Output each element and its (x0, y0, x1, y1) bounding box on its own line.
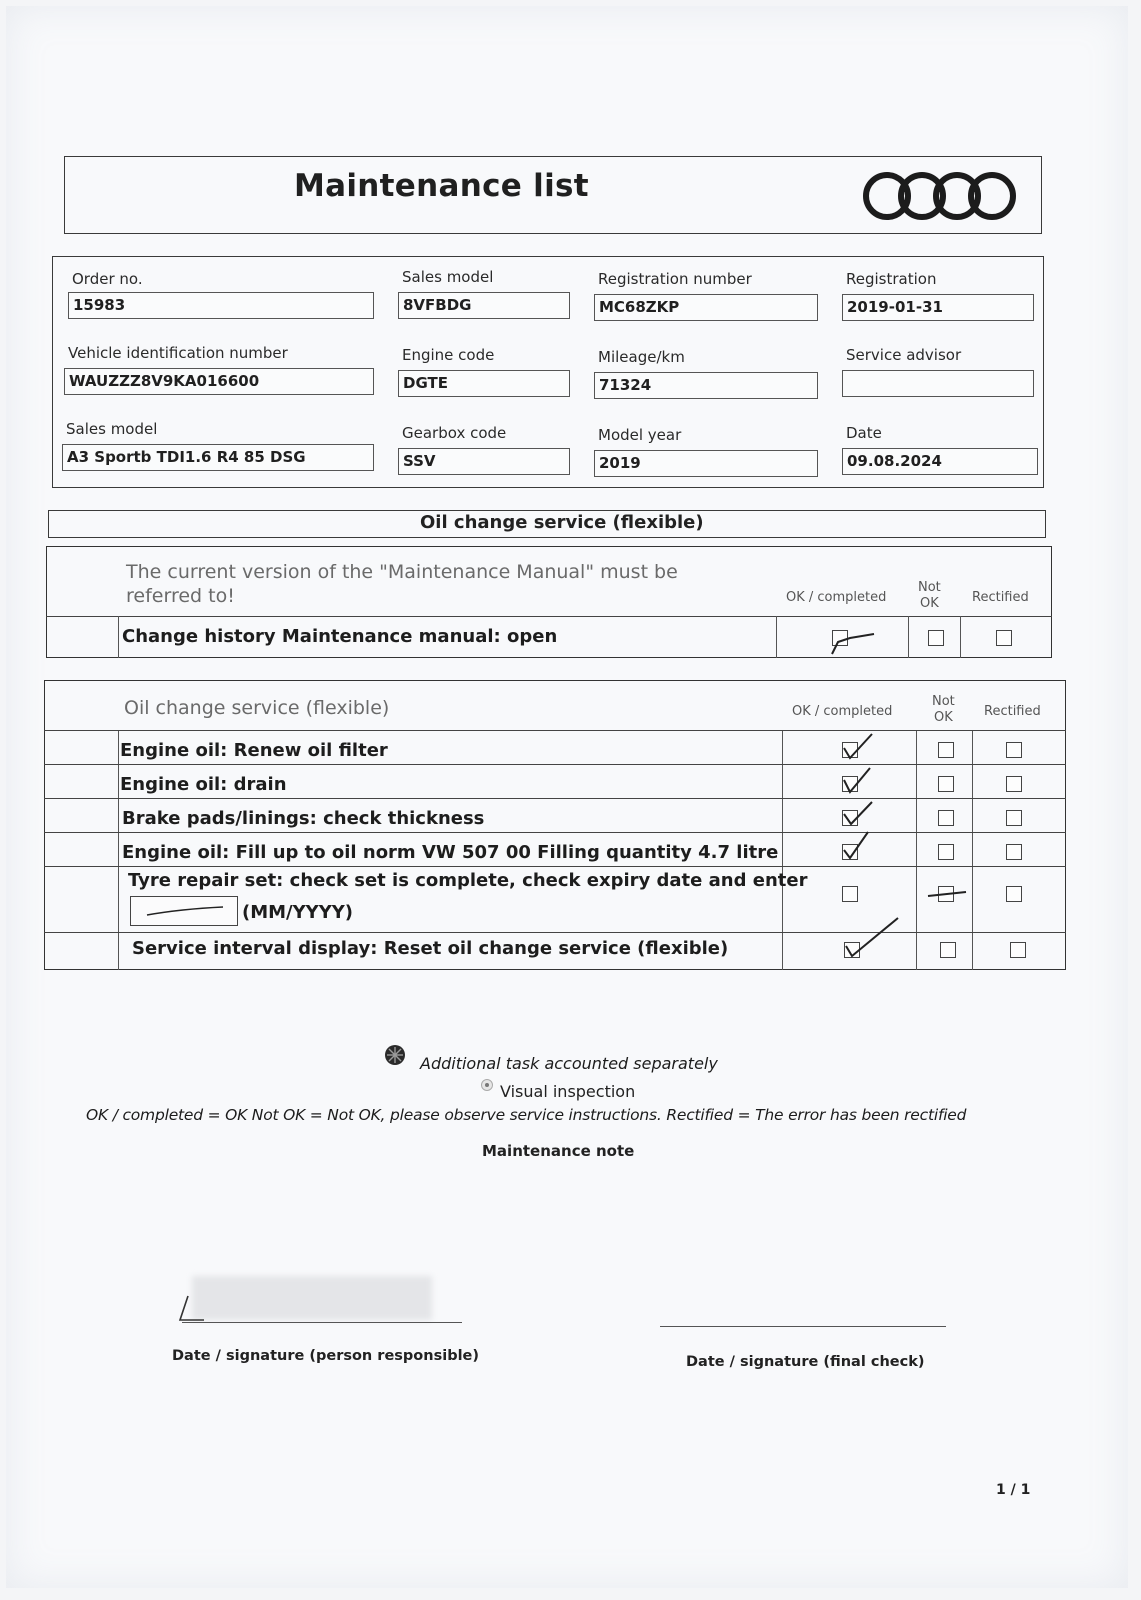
not-ok-checkbox[interactable] (938, 742, 954, 758)
signature-label-responsible: Date / signature (person responsible) (172, 1348, 479, 1364)
column-divider (908, 616, 909, 658)
table-row (44, 798, 1066, 799)
registration-number-label: Registration number (598, 270, 752, 288)
column-divider (118, 616, 119, 658)
task-drain-oil: Engine oil: drain (120, 774, 287, 795)
col-not-ok-line2: OK (920, 596, 939, 611)
visual-inspection-icon (480, 1078, 494, 1092)
column-divider (782, 730, 783, 970)
not-ok-checkbox[interactable] (928, 630, 944, 646)
sales-model-name-label: Sales model (66, 420, 158, 438)
model-year-field: 2019 (594, 450, 818, 477)
rectified-checkbox[interactable] (996, 630, 1012, 646)
registration-label: Registration (846, 270, 937, 288)
maintenance-note-label: Maintenance note (482, 1142, 635, 1160)
audi-logo-icon (860, 168, 1020, 224)
col-ok-completed: OK / completed (786, 590, 887, 605)
manual-note-line2: referred to! (126, 585, 235, 607)
date-field: 09.08.2024 (842, 448, 1038, 475)
date-label: Date (846, 424, 882, 442)
engine-code-field: DGTE (398, 370, 570, 397)
sales-model-name-field: A3 Sportb TDI1.6 R4 85 DSG (62, 444, 374, 471)
column-divider (776, 616, 777, 658)
column-divider (960, 616, 961, 658)
col-not-ok-line1: Not (932, 694, 955, 709)
section-title: Oil change service (flexible) (420, 512, 704, 533)
signature-line-responsible (182, 1322, 462, 1323)
signature-label-final: Date / signature (final check) (686, 1354, 925, 1370)
gearbox-code-field: SSV (398, 448, 570, 475)
col-ok-completed: OK / completed (792, 704, 893, 719)
checkmark-icon (838, 764, 878, 800)
column-divider (916, 730, 917, 970)
not-ok-checkbox[interactable] (938, 810, 954, 826)
model-year-label: Model year (598, 426, 682, 444)
service-advisor-label: Service advisor (846, 346, 962, 364)
task-tyre-repair-set: Tyre repair set: check set is complete, check expiry date and enter (128, 870, 808, 891)
legend-additional-task: Additional task accounted separately (420, 1054, 718, 1073)
col-rectified: Rectified (972, 590, 1029, 605)
rectified-checkbox[interactable] (1006, 776, 1022, 792)
legend-explanation: OK / completed = OK Not OK = Not OK, please observe service instructions. Rectified = The error has been rectified (86, 1106, 967, 1124)
col-rectified: Rectified (984, 704, 1041, 719)
signature-redaction (192, 1276, 432, 1320)
page-number: 1 / 1 (996, 1482, 1031, 1498)
signature-line-final (660, 1326, 946, 1327)
sales-model-code-field: 8VFBDG (398, 292, 570, 319)
expiry-date-input[interactable] (130, 896, 238, 926)
checkmark-icon (838, 828, 878, 864)
table-row (44, 932, 1066, 933)
task-brake-pads: Brake pads/linings: check thickness (122, 808, 485, 829)
expiry-date-format: (MM/YYYY) (242, 902, 353, 923)
handwritten-stroke-icon (131, 897, 237, 925)
order-no-field: 15983 (68, 292, 374, 319)
checkmark-icon (824, 620, 878, 656)
task-change-history: Change history Maintenance manual: open (122, 626, 558, 647)
table-row (44, 832, 1066, 833)
column-divider (972, 730, 973, 970)
oil-table-header: Oil change service (flexible) (124, 697, 390, 719)
signature-mark-icon (174, 1292, 208, 1326)
task-service-interval-reset: Service interval display: Reset oil change service (flexible) (132, 938, 729, 959)
task-fill-oil: Engine oil: Fill up to oil norm VW 507 00 Filling quantity 4.7 litre (122, 842, 779, 863)
vin-field: WAUZZZ8V9KA016600 (64, 368, 374, 395)
rectified-checkbox[interactable] (1006, 810, 1022, 826)
service-advisor-field (842, 370, 1034, 397)
task-renew-oil-filter: Engine oil: Renew oil filter (120, 740, 388, 761)
table-row (44, 764, 1066, 765)
rectified-checkbox[interactable] (1006, 742, 1022, 758)
manual-note-line1: The current version of the "Maintenance Manual" must be (126, 561, 678, 583)
mileage-field: 71324 (594, 372, 818, 399)
table-row (44, 730, 1066, 731)
column-divider (118, 730, 119, 970)
mileage-label: Mileage/km (598, 348, 685, 366)
rectified-checkbox[interactable] (1006, 844, 1022, 860)
col-not-ok (918, 580, 941, 612)
checkmark-icon (838, 796, 878, 832)
rectified-checkbox[interactable] (1006, 886, 1022, 902)
order-no-label: Order no. (72, 270, 143, 288)
ok-checkbox[interactable] (842, 886, 858, 902)
checkmark-icon (838, 728, 878, 764)
gearbox-code-label: Gearbox code (402, 424, 507, 442)
page-title: Maintenance list (294, 168, 589, 204)
not-ok-checkbox[interactable] (938, 776, 954, 792)
col-not-ok (932, 694, 955, 726)
checkmark-icon (840, 912, 904, 958)
legend-visual-inspection: Visual inspection (500, 1082, 636, 1101)
strike-mark-icon (926, 882, 968, 906)
registration-number-field: MC68ZKP (594, 294, 818, 321)
maintenance-sheet (6, 6, 1128, 1588)
rectified-checkbox[interactable] (1010, 942, 1026, 958)
col-not-ok-line2: OK (934, 710, 953, 725)
registration-field: 2019-01-31 (842, 294, 1034, 321)
col-not-ok-line1: Not (918, 580, 941, 595)
table-row (44, 866, 1066, 867)
vin-label: Vehicle identification number (68, 344, 288, 362)
engine-code-label: Engine code (402, 346, 495, 364)
not-ok-checkbox[interactable] (940, 942, 956, 958)
table-row (46, 616, 1052, 617)
sales-model-label: Sales model (402, 268, 494, 286)
not-ok-checkbox[interactable] (938, 844, 954, 860)
additional-task-icon (384, 1044, 406, 1066)
